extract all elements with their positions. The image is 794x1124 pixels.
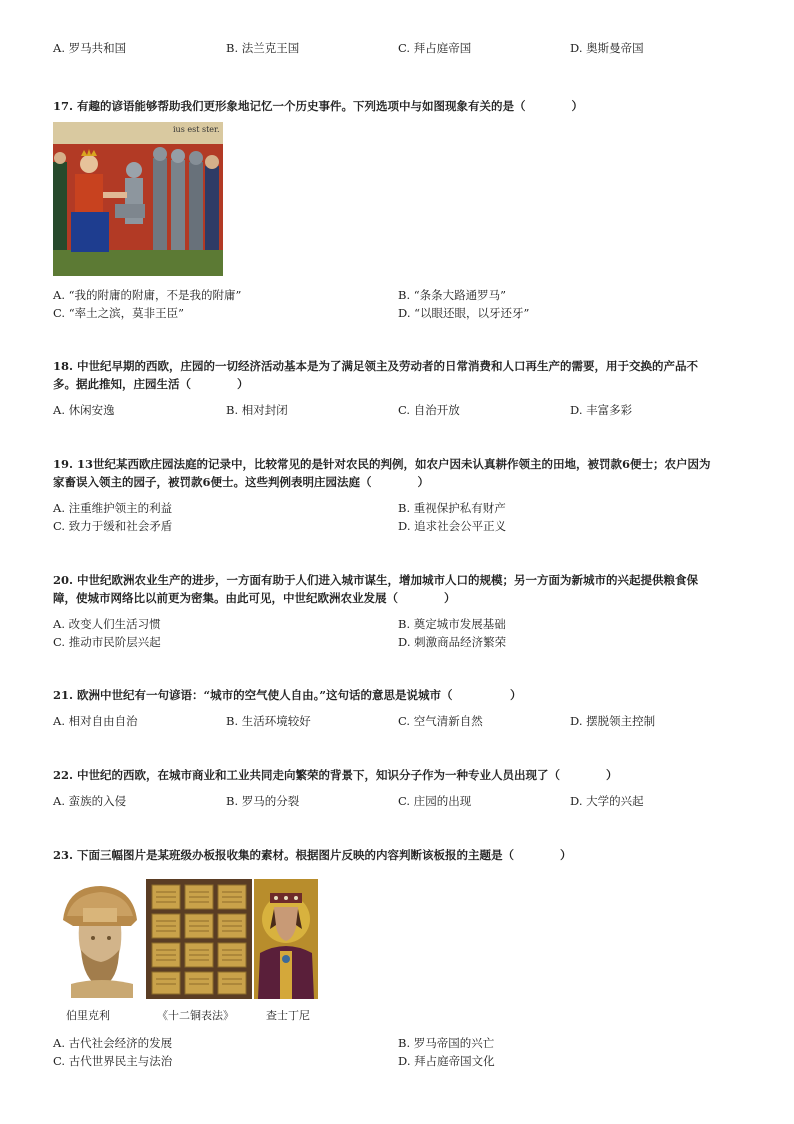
q20-option-a: A. 改变人们生活习惯 [53, 617, 161, 631]
q18-option-d: D. 丰富多彩 [570, 403, 633, 417]
q19-option-b: B. 重视保护私有财产 [398, 501, 506, 515]
q16-option-c: C. 拜占庭帝国 [398, 41, 472, 55]
q20-stem-line1: 20. 中世纪欧洲农业生产的进步，一方面有助于人们进入城市谋生，增加城市人口的规模；另一方面为新城市的兴起提供粮食保 [53, 573, 699, 587]
q17-option-c: C. “率土之滨，莫非王臣” [53, 306, 184, 320]
q22-option-b: B. 罗马的分裂 [226, 794, 300, 808]
q21-option-b: B. 生活环境较好 [226, 714, 311, 728]
q23-option-d: D. 拜占庭帝国文化 [398, 1054, 495, 1068]
q17-option-d: D. “以眼还眼，以牙还牙” [398, 306, 530, 320]
twelve-tables-illustration [146, 879, 252, 999]
q19-option-d: D. 追求社会公平正义 [398, 519, 507, 533]
q23-option-c: C. 古代世界民主与法治 [53, 1054, 173, 1068]
q23-caption-twelve-tables: 《十二铜表法》 [157, 1009, 234, 1022]
q17-medieval-homage-image [53, 122, 223, 276]
q20-option-b: B. 奠定城市发展基础 [398, 617, 506, 631]
q23-option-b: B. 罗马帝国的兴亡 [398, 1036, 495, 1050]
q23-caption-pericles: 伯里克利 [66, 1009, 110, 1022]
q21-option-c: C. 空气清新自然 [398, 714, 483, 728]
q22-option-d: D. 大学的兴起 [570, 794, 644, 808]
q22-stem: 22. 中世纪的西欧，在城市商业和工业共同走向繁荣的背景下，知识分子作为一种专业人员出现了（ ） [53, 768, 618, 782]
q23-justinian-image [254, 879, 318, 999]
q17-painting-illustration [53, 122, 223, 276]
justinian-mosaic-illustration [254, 879, 318, 999]
q19-stem-line2: 家畜误入领主的园子，被罚款6便士。这些判例表明庄园法庭（ ） [53, 475, 429, 489]
q20-option-c: C. 推动市民阶层兴起 [53, 635, 161, 649]
q17-image-script: ius est ster. [173, 125, 220, 134]
q20-option-d: D. 刺激商品经济繁荣 [398, 635, 507, 649]
q22-option-a: A. 蛮族的入侵 [53, 794, 127, 808]
q16-option-a: A. 罗马共和国 [53, 41, 127, 55]
q18-option-b: B. 相对封闭 [226, 403, 288, 417]
q17-option-a: A. “我的附庸的附庸，不是我的附庸” [53, 288, 242, 302]
q18-option-c: C. 自治开放 [398, 403, 460, 417]
q21-stem: 21. 欧洲中世纪有一句谚语：“城市的空气使人自由。”这句话的意思是说城市（ ） [53, 688, 522, 702]
q23-pericles-image [53, 880, 145, 998]
q23-caption-justinian: 查士丁尼 [266, 1009, 310, 1022]
q19-option-c: C. 致力于缓和社会矛盾 [53, 519, 173, 533]
q20-stem-line2: 障，使城市网络比以前更为密集。由此可见，中世纪欧洲农业发展（ ） [53, 591, 456, 605]
q18-stem-line1: 18. 中世纪早期的西欧，庄园的一切经济活动基本是为了满足领主及劳动者的日常消费和人口再生产的需要，用于交换的产品不 [53, 359, 699, 373]
q16-option-b: B. 法兰克王国 [226, 41, 300, 55]
q21-option-a: A. 相对自由自治 [53, 714, 138, 728]
q21-option-d: D. 摆脱领主控制 [570, 714, 656, 728]
q19-stem-line1: 19. 13世纪某西欧庄园法庭的记录中，比较常见的是针对农民的判例，如农户因未认真耕作领主的田地，被罚款6便士；农户因为 [53, 457, 711, 471]
q19-option-a: A. 注重维护领主的利益 [53, 501, 173, 515]
pericles-bust-illustration [53, 880, 145, 998]
q23-twelve-tables-image [146, 879, 252, 999]
q17-option-b: B. “条条大路通罗马” [398, 288, 507, 302]
q18-option-a: A. 休闲安逸 [53, 403, 115, 417]
q22-option-c: C. 庄园的出现 [398, 794, 472, 808]
q23-option-a: A. 古代社会经济的发展 [53, 1036, 173, 1050]
q23-stem: 23. 下面三幅图片是某班级办板报收集的素材。根据图片反映的内容判断该板报的主题是（ ） [53, 848, 572, 862]
q16-option-d: D. 奥斯曼帝国 [570, 41, 644, 55]
q17-stem: 17. 有趣的谚语能够帮助我们更形象地记忆一个历史事件。下列选项中与如图现象有关的是（ ） [53, 99, 584, 113]
q18-stem-line2: 多。据此推知，庄园生活（ ） [53, 377, 249, 391]
